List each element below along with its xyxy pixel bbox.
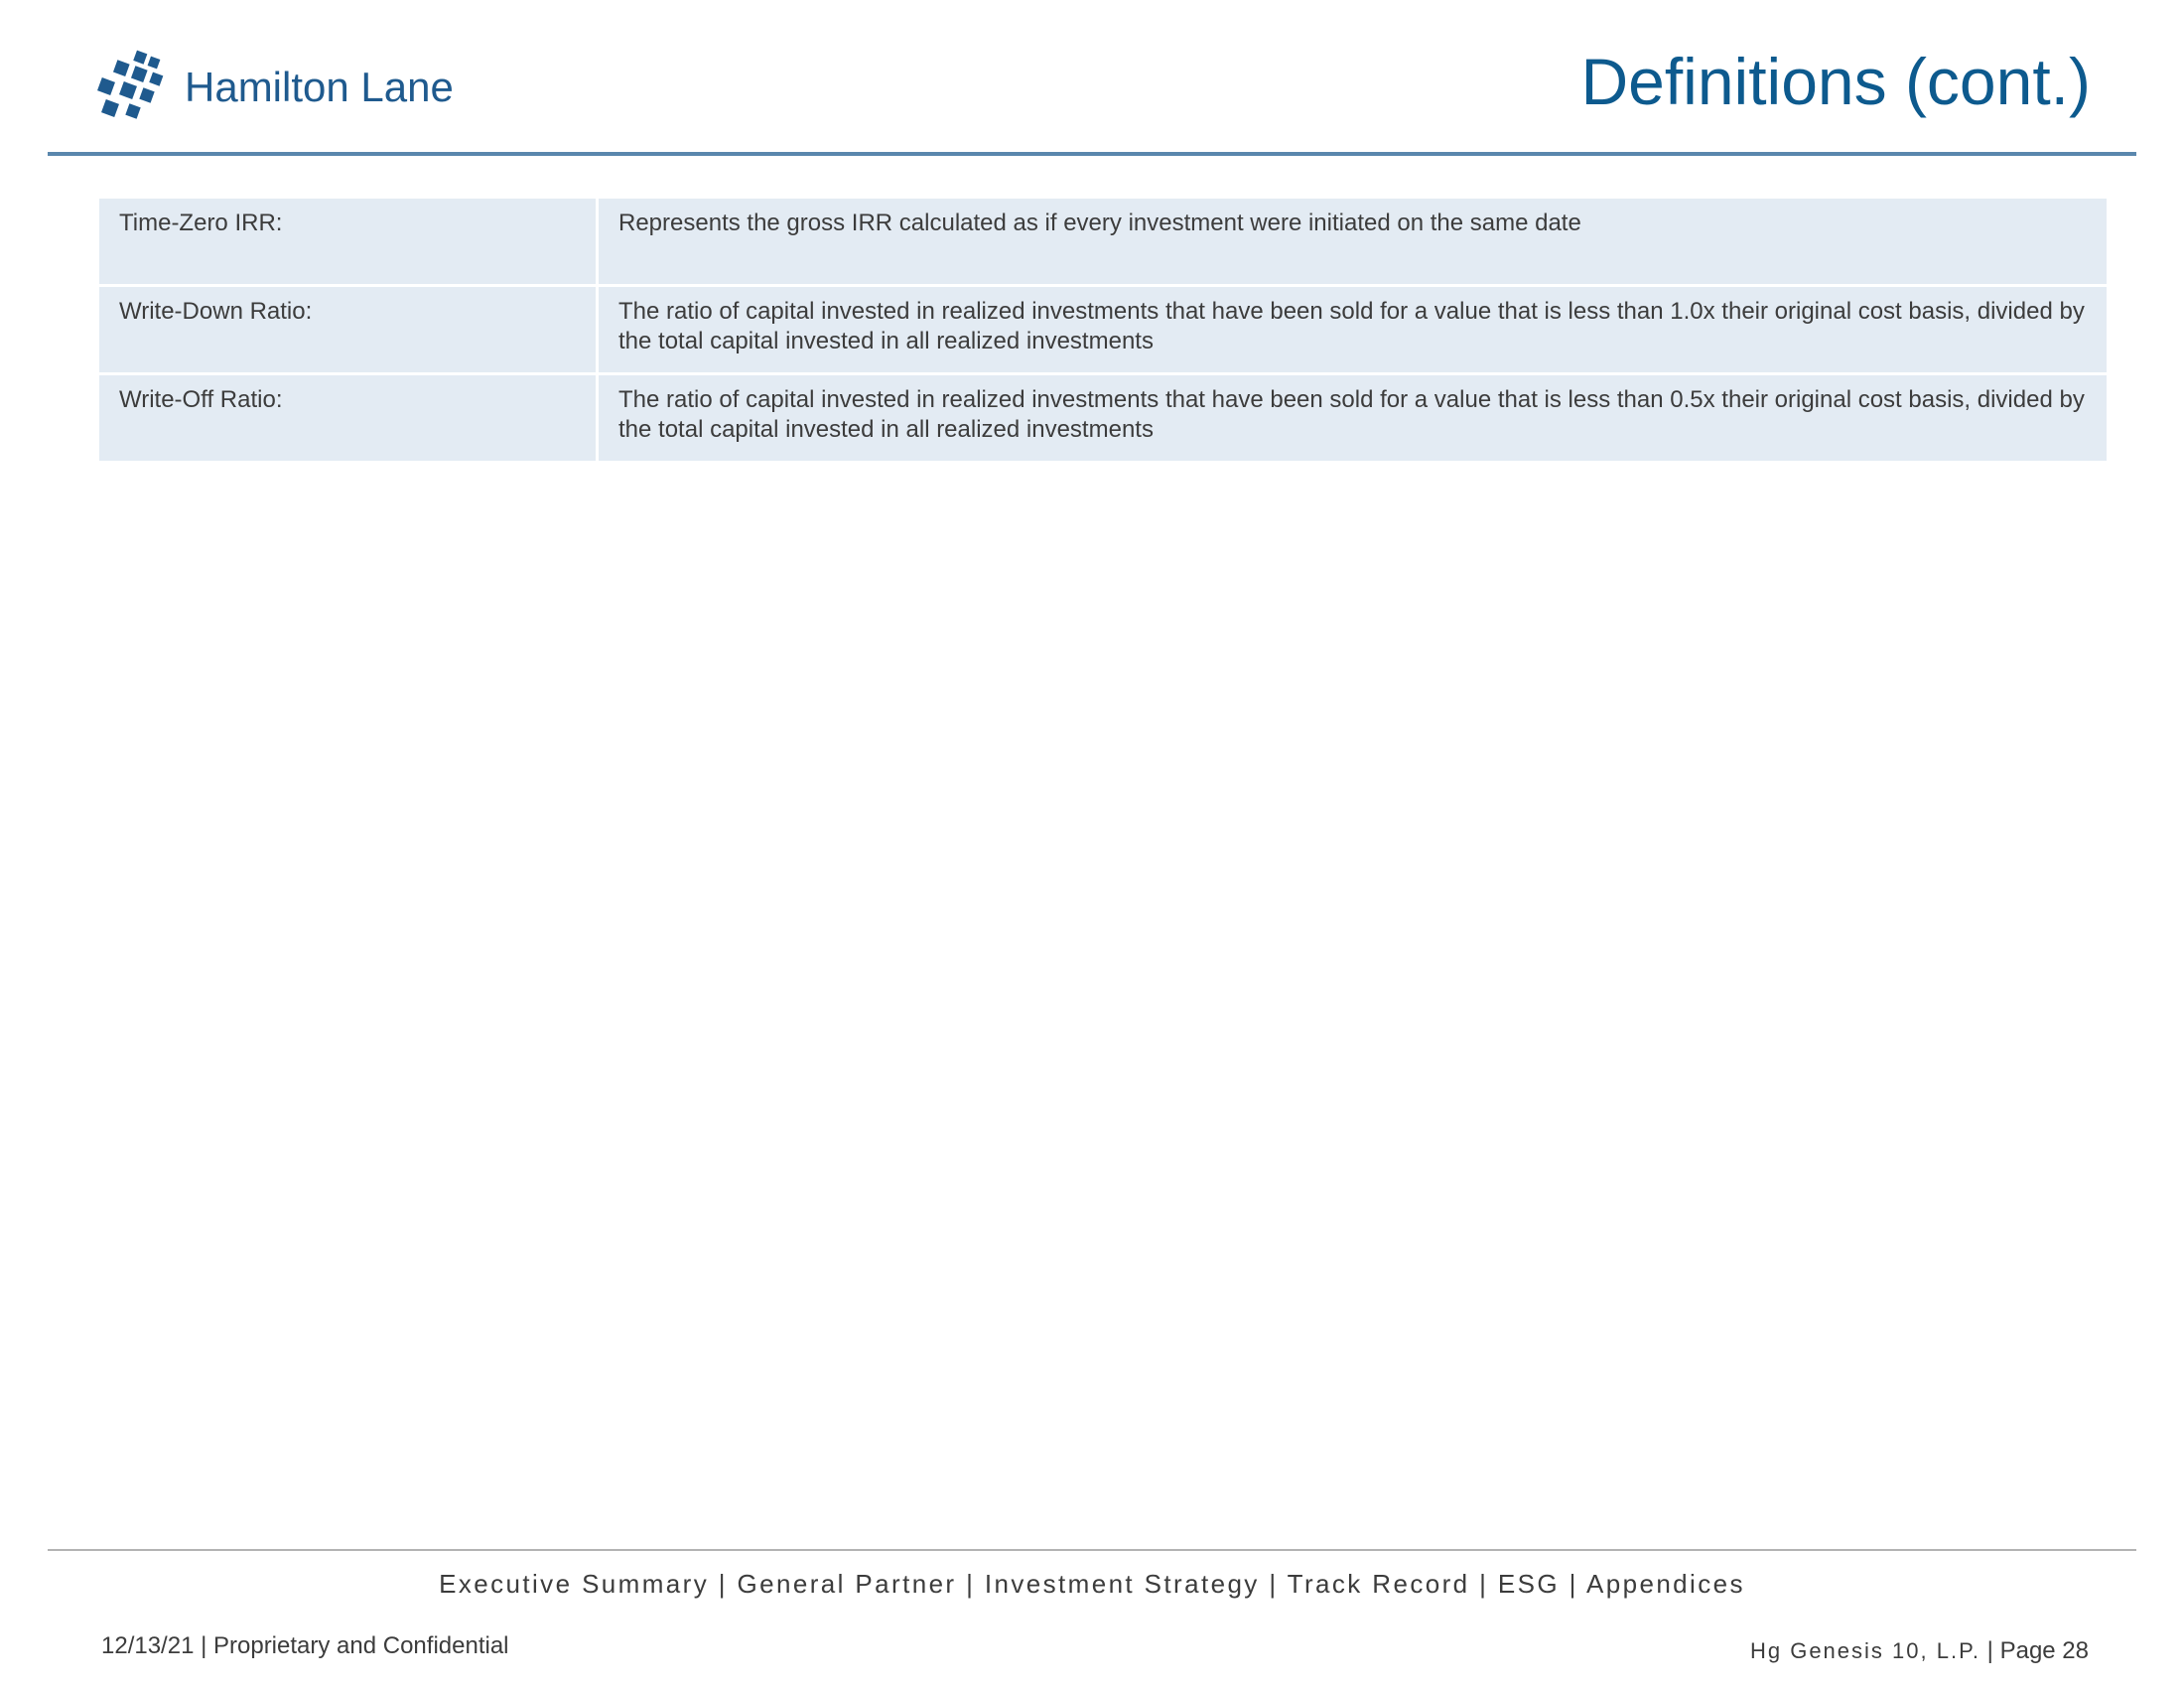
definition-text: The ratio of capital invested in realized investments that have been sold for a value that is less than 1.0x their original cost basis, divided by the total capital invested in all realized investments [599, 287, 2107, 375]
logo-text: Hamilton Lane [185, 64, 454, 110]
fund-name: Hg Genesis 10, L.P. [1749, 1638, 1981, 1663]
footer-date-confidential: 12/13/21 | Proprietary and Confidential [101, 1632, 509, 1659]
footer-divider [48, 1549, 2136, 1551]
logo-mark-icon [97, 50, 167, 125]
page-title: Definitions (cont.) [1580, 45, 2091, 118]
definition-term: Write-Down Ratio: [99, 287, 599, 375]
definition-term: Time-Zero IRR: [99, 199, 599, 287]
definition-term: Write-Off Ratio: [99, 375, 599, 464]
page-number: | Page 28 [1980, 1637, 2089, 1664]
table-row [99, 199, 2107, 287]
table-row [99, 287, 2107, 375]
table-row [99, 375, 2107, 464]
footer-page-info [1750, 1637, 2089, 1665]
definition-text: The ratio of capital invested in realized investments that have been sold for a value that is less than 0.5x their original cost basis, divided by the total capital invested in all realized investments [599, 375, 2107, 464]
definitions-table [99, 199, 2107, 464]
definition-text: Represents the gross IRR calculated as if every investment were initiated on the same date [599, 199, 2107, 287]
header-divider [48, 152, 2136, 156]
hamilton-lane-logo [97, 50, 454, 125]
footer-section-nav: Executive Summary | General Partner | Investment Strategy | Track Record | ESG | Appendices [439, 1569, 1745, 1599]
